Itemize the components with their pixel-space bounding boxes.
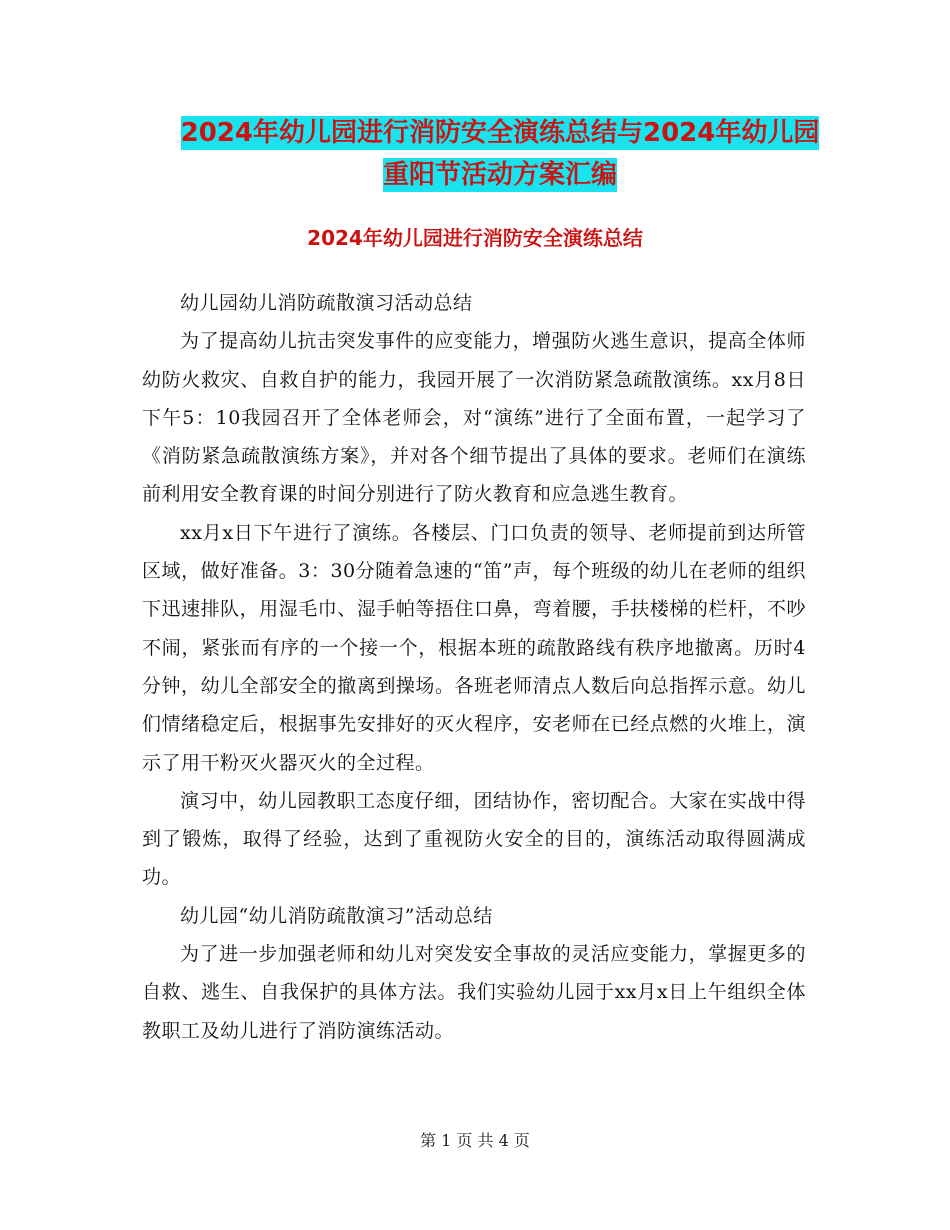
paragraph-subheading-1: 幼儿园幼儿消防疏散演习活动总结 — [180, 292, 473, 314]
paragraph-subheading-2: 幼儿园“幼儿消防疏散演习”活动总结 — [180, 904, 493, 927]
paragraph: xx月x日下午进行了演练。各楼层、门口负责的领导、老师提前到达所管区域，做好准备。3：30分随着急速的“笛”声，每个班级的幼儿在老师的组织下迅速排队，用湿毛巾、湿手帕等捂住口鼻，弯着腰，手扶楼梯的栏杆，不吵不闹，紧张而有序的一个接一个，根据本班的疏散路线有秩序地撤离。历时4分钟，幼儿全部安全的撤离到操场。各班老师清点人数后向总指挥示意。幼儿们情绪稳定后，根据事先安排好的灭火程序，安老师在已经点燃的火堆上，演示了用干粉灭火器灭火的全过程。 — [142, 521, 806, 774]
paragraph: 演习中，幼儿园教职工态度仔细，团结协作，密切配合。大家在实战中得到了锻炼，取得了经验，达到了重视防火安全的目的，演练活动取得圆满成功。 — [142, 789, 806, 889]
page-footer: 第 1 页 共 4 页 — [420, 1131, 530, 1150]
paragraph: 为了提高幼儿抗击突发事件的应变能力，增强防火逃生意识，提高全体师幼防火救灾、自救自护的能力，我园开展了一次消防紧急疏散演练。xx月8日下午5：10我园召开了全体老师会，对“演练”进行了全面布置，一起学习了《消防紧急疏散演练方案》，并对各个细节提出了具体的要求。老师们在演练前利用安全教育课的时间分别进行了防火教育和应急逃生教育。 — [142, 330, 806, 506]
paragraph: 为了进一步加强老师和幼儿对突发安全事故的灵活应变能力，掌握更多的自救、逃生、自我保护的具体方法。我们实验幼儿园于xx月x日上午组织全体教职工及幼儿进行了消防演练活动。 — [142, 943, 806, 1042]
title-highlight: 2024年幼儿园进行消防安全演练总结与2024年幼儿园 — [180, 118, 820, 148]
document-title-line-1 — [140, 110, 860, 156]
title-highlight: 重阳节活动方案汇编 — [382, 160, 617, 190]
section-title: 2024年幼儿园进行消防安全演练总结 — [307, 226, 643, 250]
document-body — [142, 284, 806, 1050]
document-title-line-2 — [140, 152, 860, 198]
